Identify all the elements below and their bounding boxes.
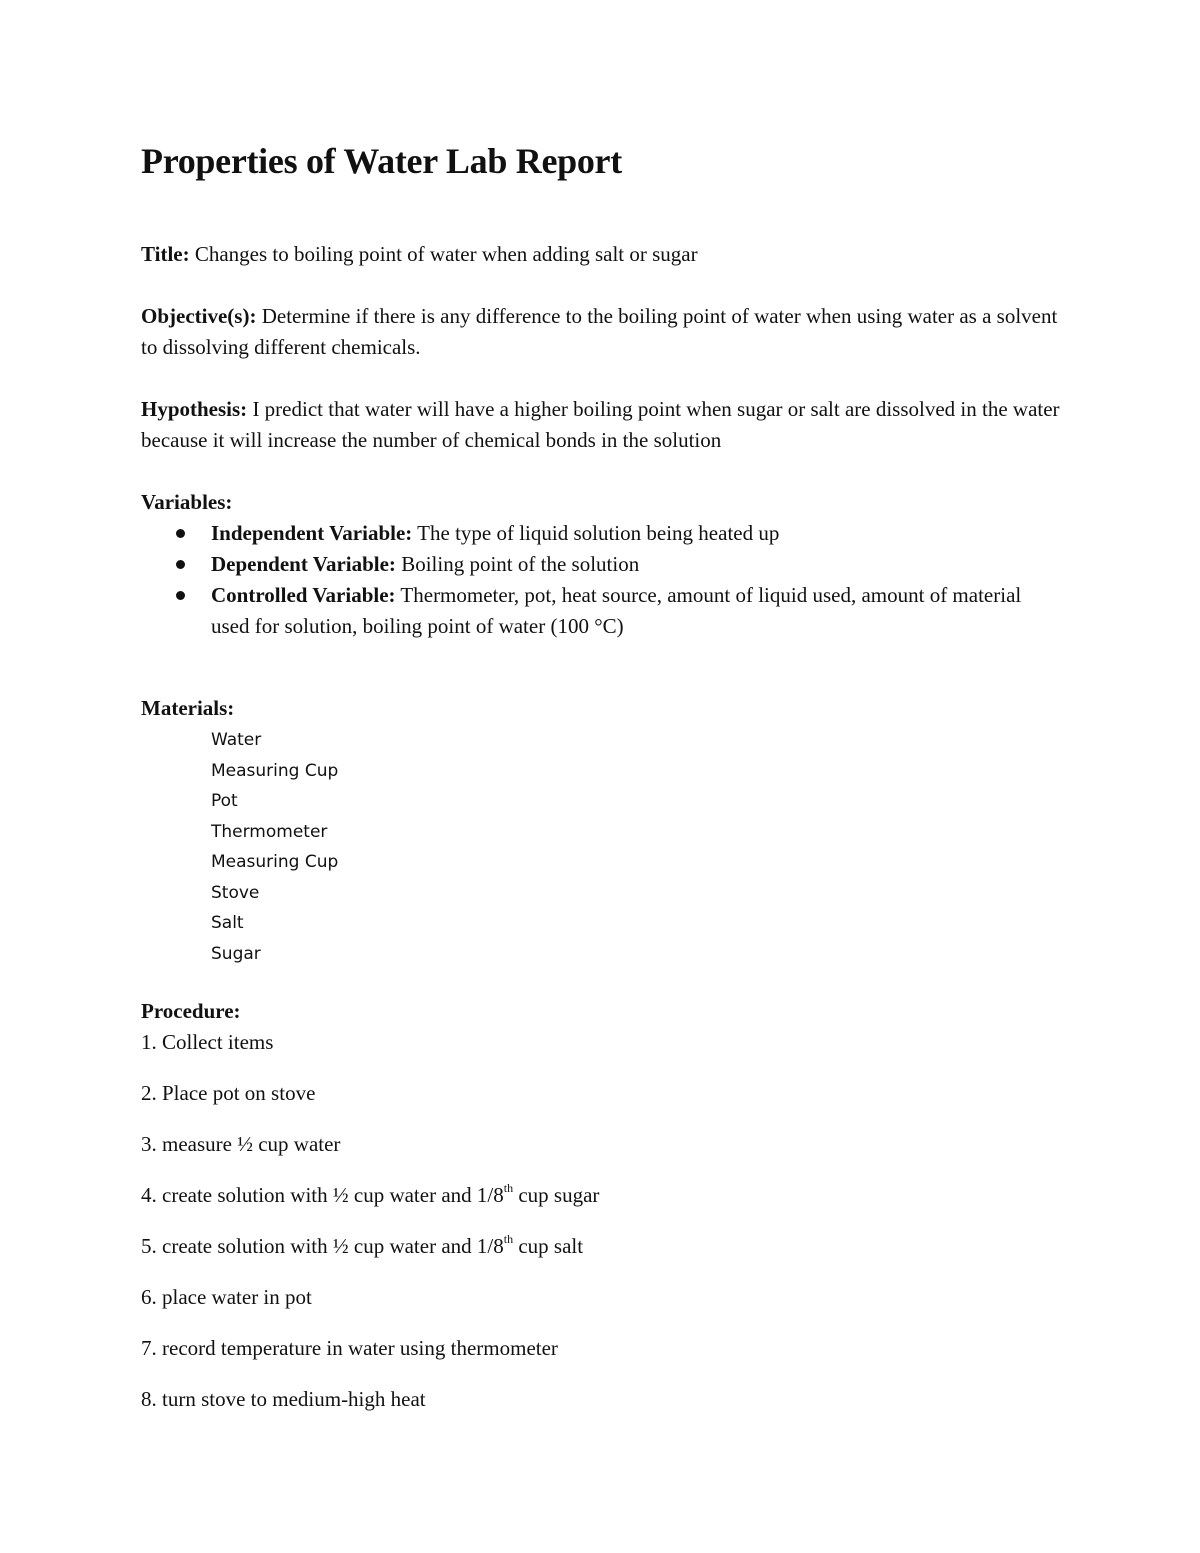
objective-paragraph xyxy=(141,301,1061,363)
procedure-step: 6. place water in pot xyxy=(141,1285,312,1309)
bullet-icon xyxy=(176,591,185,600)
materials-heading: Materials: xyxy=(141,696,235,720)
hypothesis-text: I predict that water will have a higher boiling point when sugar or salt are dissolved in the water because it will increase the number of chemical bonds in the solution xyxy=(141,397,1060,452)
ordinal-suffix: th xyxy=(503,1232,514,1246)
variable-label: Controlled Variable: xyxy=(211,583,396,607)
procedure-step: 7. record temperature in water using thermometer xyxy=(141,1336,558,1360)
list-item: Water xyxy=(211,730,262,750)
list-item: Measuring Cup xyxy=(211,760,339,781)
variable-text: Boiling point of the solution xyxy=(395,552,640,576)
procedure-heading: Procedure: xyxy=(141,999,241,1023)
list-item: Stove xyxy=(211,882,260,903)
list-item xyxy=(141,549,1061,580)
bullet-icon xyxy=(176,529,185,538)
materials-list xyxy=(211,725,338,969)
objective-label: Objective(s): xyxy=(141,304,257,328)
objective-text: Determine if there is any difference to the boiling point of water when using water as a solvent to dissolving different chemicals. xyxy=(141,304,1058,359)
list-item: Thermometer xyxy=(211,821,328,842)
procedure-list xyxy=(141,1027,1041,1435)
procedure-step xyxy=(141,1231,1041,1282)
hypothesis-label: Hypothesis: xyxy=(141,397,248,421)
title-label: Title: xyxy=(141,242,190,266)
step-text: cup sugar xyxy=(513,1183,600,1207)
procedure-step: 3. measure ½ cup water xyxy=(141,1132,341,1156)
procedure-step: 2. Place pot on stove xyxy=(141,1081,316,1105)
step-text: 5. create solution with ½ cup water and 1/8 xyxy=(141,1234,504,1258)
variable-label: Independent Variable: xyxy=(211,521,413,545)
title-text: Changes to boiling point of water when adding salt or sugar xyxy=(189,242,698,266)
variable-text: Thermometer, pot, heat source, amount of liquid used, amount of material used for solution, boiling point of water (100 °C) xyxy=(211,583,1022,638)
list-item xyxy=(141,518,1061,549)
bullet-icon xyxy=(176,560,185,569)
title-paragraph xyxy=(141,239,1061,270)
procedure-step: 8. turn stove to medium-high heat xyxy=(141,1387,426,1411)
step-text: 4. create solution with ½ cup water and 1/8 xyxy=(141,1183,504,1207)
list-item xyxy=(141,580,1061,642)
list-item: Sugar xyxy=(211,943,261,964)
variables-list xyxy=(141,518,1061,642)
ordinal-suffix: th xyxy=(503,1181,514,1195)
list-item: Salt xyxy=(211,913,244,933)
list-item: Measuring Cup xyxy=(211,852,339,872)
step-text: cup salt xyxy=(513,1234,584,1258)
variable-label: Dependent Variable: xyxy=(211,552,396,576)
list-item: Pot xyxy=(211,791,238,811)
procedure-step xyxy=(141,1180,1041,1231)
variables-heading: Variables: xyxy=(141,490,233,514)
procedure-step: 1. Collect items xyxy=(141,1030,274,1054)
variable-text: The type of liquid solution being heated up xyxy=(412,521,780,545)
hypothesis-paragraph xyxy=(141,394,1061,456)
page-title: Properties of Water Lab Report xyxy=(141,141,622,181)
